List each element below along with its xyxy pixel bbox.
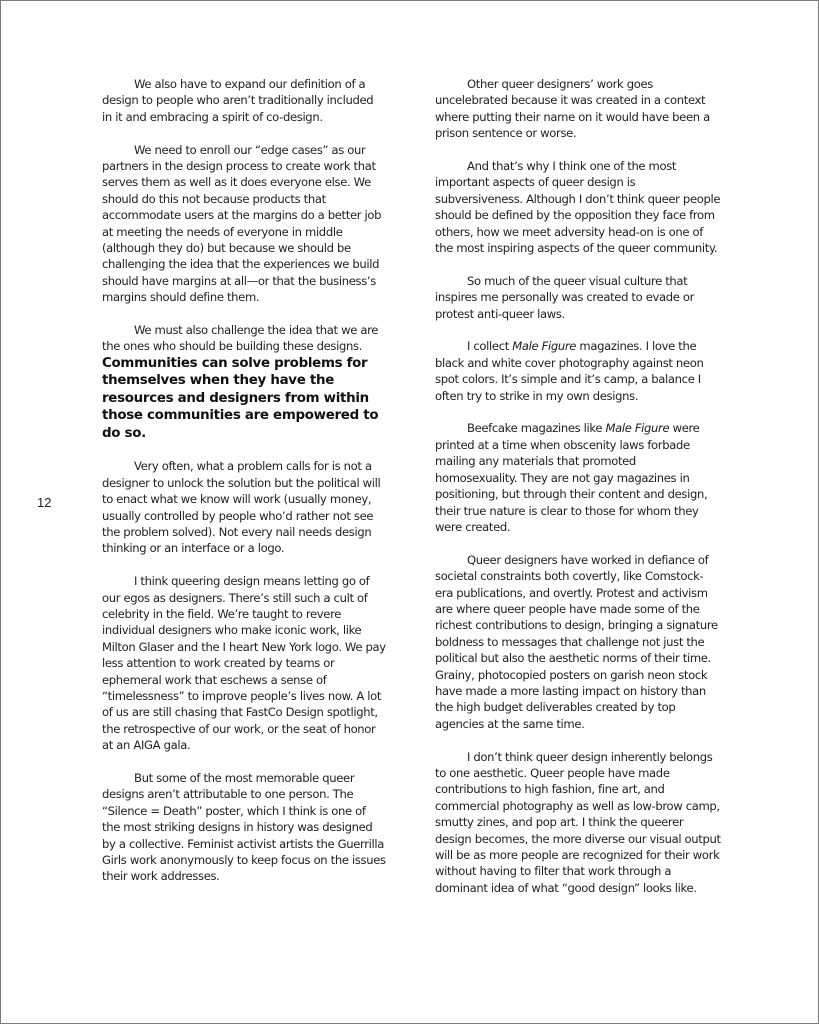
paragraph [435, 338, 721, 404]
emphasized-statement: Communities can solve problems for themselves when they have the resources and designers from within those communities are empowered to do so. [102, 355, 379, 441]
magazine-title: Male Figure [512, 339, 577, 354]
paragraph [102, 322, 386, 442]
paragraph: Queer designers have worked in defiance of societal constraints both covertly, like Comstock-era publications, and overtly. Protest and activism are where queer people have made some of the richest contributions to design, bringing a signature boldness to messages that challenge not just the political but also the aesthetic norms of their time. Grainy, photocopied posters on garish neon stock have made a more lasting impact on history than the high budget deliverables created by top agencies at the same time. [435, 552, 718, 731]
paragraph-text: We must also challenge the idea that we are the ones who should be building these designs. [102, 323, 379, 354]
paragraph: I think queering design means letting go of our egos as designers. There’s still such a cult of celebrity in the field. We’re taught to revere individual designers who make iconic work, like Milton Glaser and the I heart New York logo. We pay less attention to work created by teams or ephemeral work that eschews a sense of “timelessness” to improve people’s lives now. A lot of us are still chasing that FastCo Design spotlight, the retrospective of our work, or the seat of honor at an AIGA gala. [102, 574, 386, 753]
paragraph: Very often, what a problem calls for is not a designer to unlock the solution but the political will to enact what we know will work (usually money, usually controlled by people who’d rather not see the problem solved). Not every nail needs design thinking or an interface or a logo. [102, 459, 381, 556]
paragraph: So much of the queer visual culture that inspires me personally was created to evade or protest anti-queer laws. [435, 273, 695, 321]
right-column [435, 76, 721, 913]
left-column [102, 76, 386, 901]
page-number: 12 [37, 495, 52, 510]
paragraph [435, 420, 721, 535]
paragraph: But some of the most memorable queer designs aren’t attributable to one person. The “Silence = Death” poster, which I think is one of the most striking designs in history was designed by a collective. Feminist activist artists the Guerrilla Girls work anonymously to keep focus on the issues their work addresses. [102, 770, 386, 884]
paragraph-text: I collect [467, 339, 513, 354]
paragraph: I don’t think queer design inherently belongs to one aesthetic. Queer people have made contributions to high fashion, fine art, and commercial photography as well as low-brow camp, smutty zines, and pop art. I think the queerer design becomes, the more diverse our visual output will be as more people are recognized for their work without having to filter that work through a dominant idea of what “good design” looks like. [435, 749, 721, 895]
paragraph: Other queer designers’ work goes uncelebrated because it was created in a context where putting their name on it would have been a prison sentence or worse. [435, 77, 710, 141]
paragraph: We need to enroll our “edge cases” as our partners in the design process to create work that serves them as well as it does everyone else. We should do this not because products that accommodate users at the margins do a better job at meeting the needs of everyone in middle (although they do) but because we should be challenging the idea that the experiences we build should have margins at all—or that the business’s margins should define them. [102, 142, 382, 305]
paragraph: We also have to expand our definition of a design to people who aren’t traditionally included in it and embracing a spirit of co-design. [102, 77, 374, 124]
paragraph-text: Beefcake magazines like [467, 421, 606, 436]
paragraph-text: magazines. I love the black and white cover photography against neon spot colors. It’s simple and it’s camp, a balance I often try to strike in my own designs. [435, 339, 704, 403]
paragraph-text: were printed at a time when obscenity laws forbade mailing any materials that promoted homosexuality. They are not gay magazines in positioning, but through their content and design, their true nature is clear to those for whom they were created. [435, 421, 708, 534]
magazine-title: Male Figure [605, 421, 670, 436]
paragraph: And that’s why I think one of the most important aspects of queer design is subversiveness. Although I don’t think queer people should be defined by the opposition they face from others, how we meet adversity head-on is one of the most inspiring aspects of the queer community. [435, 159, 721, 256]
